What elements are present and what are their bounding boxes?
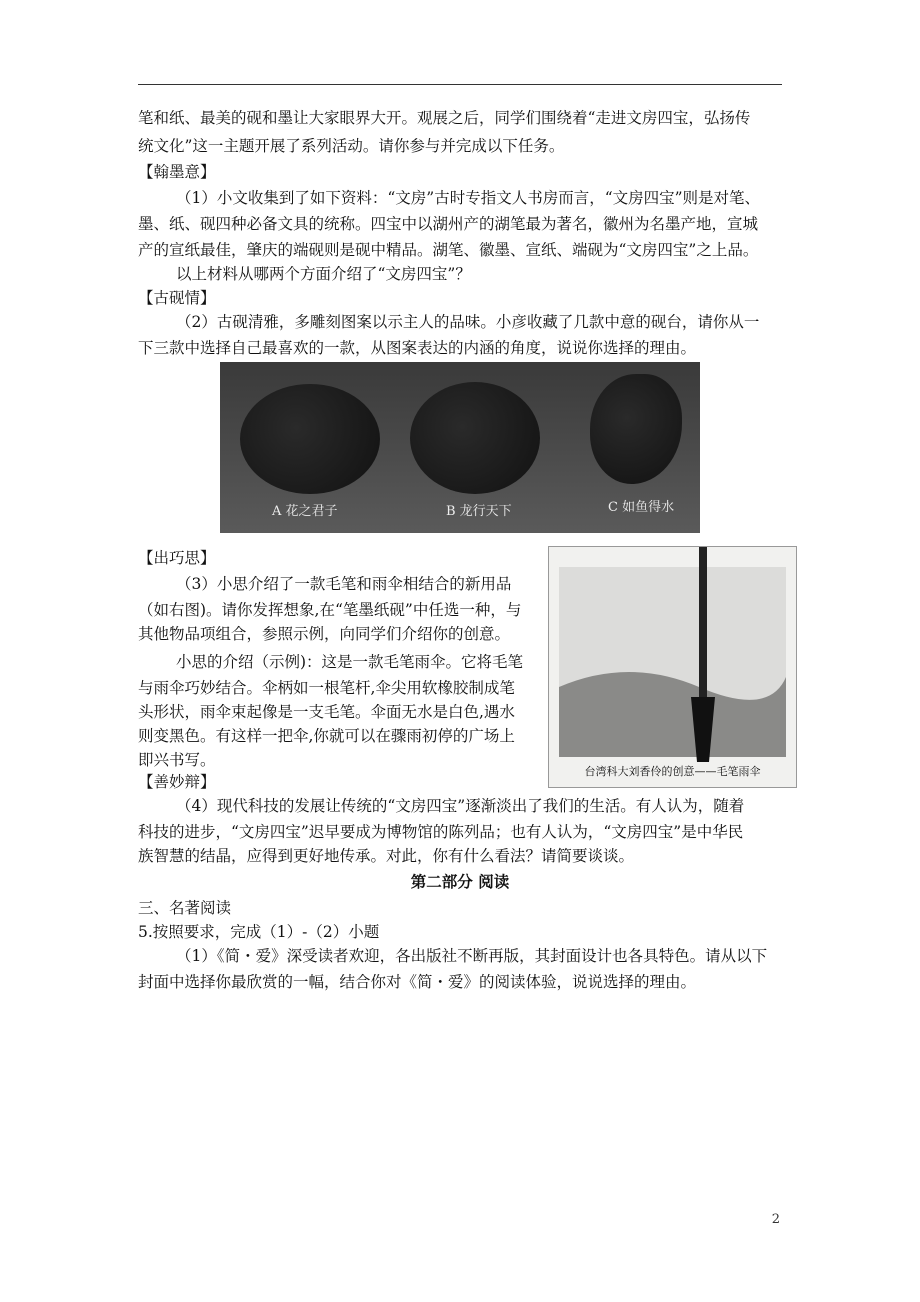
section-head: 【出巧思】 [138, 549, 216, 567]
text-line: （4）现代科技的发展让传统的“文房四宝”逐渐淡出了我们的生活。有人认为，随着 [176, 797, 745, 815]
inkstone-photo [220, 362, 700, 533]
text-line: 即兴书写。 [138, 751, 216, 769]
text-line: 产的宣纸最佳，肇庆的端砚则是砚中精品。湖笔、徽墨、宣纸、端砚为“文房四宝”之上品。 [138, 241, 759, 259]
text-line: 小思的介绍（示例)：这是一款毛笔雨伞。它将毛笔 [176, 653, 524, 671]
text-line: 封面中选择你最欣赏的一幅，结合你对《简・爱》的阅读体验，说说选择的理由。 [138, 973, 697, 991]
umbrella-photo [548, 546, 797, 788]
header-rule [138, 84, 782, 85]
section-head: 【翰墨意】 [138, 163, 216, 181]
text-line: 科技的进步，“文房四宝”迟早要成为博物馆的陈列品；也有人认为，“文房四宝”是中华民 [138, 823, 744, 841]
part-heading: 第二部分 阅读 [410, 873, 510, 891]
section-head: 【古砚情】 [138, 289, 216, 307]
text-line: 族智慧的结晶，应得到更好地传承。对此，你有什么看法？请简要谈谈。 [138, 847, 635, 865]
text-line: （3）小思介绍了一款毛笔和雨伞相结合的新用品 [176, 575, 512, 593]
section-head: 【善妙辩】 [138, 773, 216, 791]
text-line: 统文化”这一主题开展了系列活动。请你参与并完成以下任务。 [138, 137, 565, 155]
page-number: 2 [771, 1212, 780, 1227]
text-line: 以上材料从哪两个方面介绍了“文房四宝”？ [176, 265, 471, 283]
text-line: 头形状，雨伞束起像是一支毛笔。伞面无水是白色,遇水 [138, 703, 515, 721]
inkstone-c [590, 374, 682, 484]
umbrella-illustration [549, 547, 796, 787]
inkstone-a [240, 384, 380, 494]
text-line: 与雨伞巧妙结合。伞柄如一根笔杆,伞尖用软橡胶制成笔 [138, 679, 515, 697]
text-line: 墨、纸、砚四种必备文具的统称。四宝中以湖州产的湖笔最为著名，徽州为名墨产地，宣城 [138, 215, 759, 233]
text-line: 下三款中选择自己最喜欢的一款，从图案表达的内涵的角度，说说你选择的理由。 [138, 339, 697, 357]
text-line: （1）小文收集到了如下资料：“文房”古时专指文人书房而言，“文房四宝”则是对笔、 [176, 189, 761, 207]
part-title: 三、名著阅读 [138, 899, 232, 917]
caption-b: B 龙行天下 [446, 504, 512, 519]
text-line: （1）《简・爱》深受读者欢迎，各出版社不断再版，其封面设计也各具特色。请从以下 [176, 947, 768, 965]
text-line: 则变黑色。有这样一把伞,你就可以在骤雨初停的广场上 [138, 727, 515, 745]
text-line: 笔和纸、最美的砚和墨让大家眼界大开。观展之后，同学们围绕着“走进文房四宝，弘扬传 [138, 109, 751, 127]
text-line: （如右图)。请你发挥想象,在“笔墨纸砚”中任选一种，与 [138, 601, 522, 619]
text-line: （2）古砚清雅，多雕刻图案以示主人的品味。小彦收藏了几款中意的砚台，请你从一 [176, 313, 760, 331]
caption-c: C 如鱼得水 [608, 500, 675, 515]
umbrella-caption: 台湾科大刘香伶的创意——毛笔雨伞 [584, 765, 761, 778]
caption-a: A 花之君子 [272, 504, 338, 519]
text-line: 其他物品项组合，参照示例，向同学们介绍你的创意。 [138, 625, 511, 643]
question-line: 5.按照要求，完成（1）-（2）小题 [138, 923, 380, 941]
inkstone-b [410, 382, 540, 494]
